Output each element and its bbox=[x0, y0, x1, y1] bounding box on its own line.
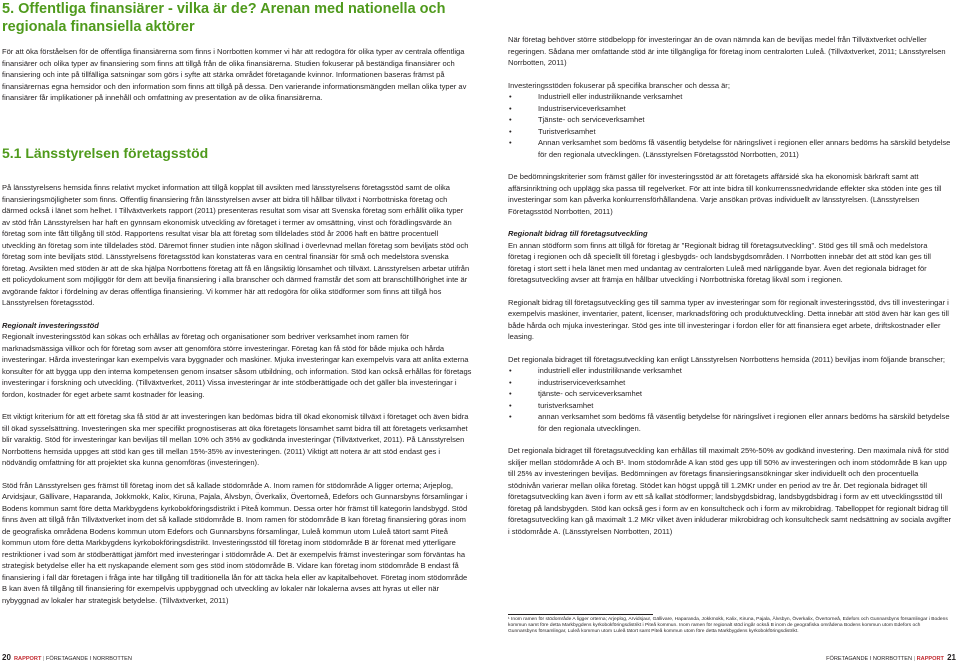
paragraph: De bedömningskriterier som främst gäller för investeringsstöd är att företagets affärsidé ska ha ekonomisk bärkraft samt att affärsinriktning och upplägg ska passa till regelverket. För att inte bidra till konkurrenssnedvridande effekter ska stöden inte ges till investeringar som kan påverka konkurrensförhållandena. Varje ansökan prövas individuellt av länsstyrelsen. (Länsstyrelsen Företagsstöd Norrbotten, 2011) bbox=[508, 172, 942, 216]
page-number: 20 bbox=[2, 653, 11, 662]
footer-brand: RAPPORT bbox=[916, 656, 944, 662]
footnote-divider bbox=[508, 614, 653, 615]
list-item: • industriell eller industriliknande verksamhet bbox=[508, 365, 952, 377]
list-item: • annan verksamhet som bedöms få väsentlig betydelse för näringslivet i regionen eller annars bedöms ha särskild betydelse för den regionala utvecklingen. bbox=[508, 411, 952, 434]
branch-list bbox=[508, 365, 952, 434]
section-heading: 5.1 Länsstyrelsen företagsstöd bbox=[2, 145, 209, 161]
list-item: • Industriserviceverksamhet bbox=[508, 103, 952, 115]
subheading-regional-investment: Regionalt investeringsstöd bbox=[2, 320, 99, 330]
list-item: • Turistverksamhet bbox=[508, 126, 952, 138]
list-item: • Annan verksamhet som bedöms få väsentlig betydelse för näringslivet i regionen eller annars bedöms ha särskild betydelse för den regionala utvecklingen. (Länsstyrelsen Företagsstöd Norrbotten, 2011) bbox=[508, 137, 952, 160]
list-item: • Tjänste- och serviceverksamhet bbox=[508, 114, 952, 126]
list-item: • Industriell eller industriliknande verksamhet bbox=[508, 91, 952, 103]
footer-separator: | bbox=[42, 656, 45, 662]
footnote: ¹ Inom ramen för stödområde A ligger orterna; Arjeplog, Arvidsjaur, Gällivare, Haparanda, Jokkmokk, Kalix, Kiruna, Pajala, Älvsbyn, Överkalix, Övertorneå, Edefors och Gunnarsbyns församlingar i Bodens kommun samt före detta Markbygdens kyrkobokföringsdistrikt i Piteå kommun. Inom ramen för regionalt stöd ingår också B inom de geografiska områdena Bodens kommun utom Edefors och Gunnarsbyns församlingar, Luleå kommun utom Luleå tätort samt Piteå kommun utom före detta Markbygdens kyrkobokföringsdistrikt. bbox=[508, 617, 948, 634]
left-body bbox=[2, 182, 472, 606]
page-number: 21 bbox=[947, 653, 956, 662]
footer-brand: RAPPORT bbox=[14, 656, 42, 662]
paragraph: Det regionala bidraget till företagsutveckling kan enligt Länsstyrelsen Norrbottens hemsida (2011) beviljas inom följande branscher; bbox=[508, 354, 945, 364]
paragraph: Ett viktigt kriterium för att ett företag ska få stöd är att investeringen kan bedömas bidra till ökad ekonomisk tillväxt i företaget och även bidra till ökad sysselsättning. Investeringen ska mer specifikt prognostiseras att öka företagets lönsamhet samt bidra till att företagets verksamhet blir varaktig. Stöd för investeringar kan beviljas till mellan 10% och 35% av godkända investeringar (Tillväxtverket, 2011). På Länsstyrelsen Norrbottens hemsida uppges att stöd kan ges till mellan 15%-35% av investeringen. (2011) Viktigt att notera är att stöd endast ges i nödvändig omfattning för att projektet ska kunna genomföras (investeringen). bbox=[2, 412, 469, 467]
subheading-regional-grant: Regionalt bidrag till företagsutveckling bbox=[508, 229, 648, 238]
right-body bbox=[508, 34, 952, 537]
footer-title: FÖRETAGANDE I NORRBOTTEN bbox=[826, 656, 913, 662]
paragraph: Regionalt investeringsstöd kan sökas och erhållas av företag och organisationer som bedriver verksamhet inom ramen för marknadsmässiga villkor och för företag som avser att genomföra större investeringar. Företag kan få stöd för både mjuka och hårda investeringar. Hårda investeringar kan exempelvis vara byggnader och maskiner. Mjuka investeringar kan exempelvis vara att anlita externa konsulter för att bygga upp den interna kompetensen genom insatser såsom utbildning, och information. Stöd kan också erhållas för företags investeringar i forskning och utveckling. (Tillväxtverket, 2011) Vissa investeringar är inte stödberättigade och det gäller bla investeringar i fordon, kostnader för eget arbete samt kostnader för leasing. bbox=[2, 332, 472, 399]
industry-list bbox=[508, 91, 952, 160]
list-item: • turistverksamhet bbox=[508, 400, 952, 412]
paragraph: När företag behöver större stödbelopp för investeringar än de ovan nämnda kan de beviljas medel från Tillväxtverket och/eller regeringen. Sådana mer omfattande stöd är inte tillgängliga för företag inom centralorten Luleå. (Tillväxtverket, 2011; Länsstyrelsen Norrbotten, 2011) bbox=[508, 35, 946, 67]
list-item: • industriserviceverksamhet bbox=[508, 377, 952, 389]
paragraph: Investeringsstöden fokuserar på specifika branscher och dessa är; bbox=[508, 80, 730, 90]
paragraph: Det regionala bidraget till företagsutveckling kan erhållas till maximalt 25%-50% av godkänd investering. Den maximala nivå för stöd skiljer mellan stödområde A och B¹. Inom stödområde A kan stöd ges upp till 50% av investeringen och inom stödområde B kan upp till 25% av investeringen beviljas. Bedömningen av företags finansieringsansökningar sker individuellt och den procentuella stödnivån varierar mellan olika företag. Stödet kan högst uppgå till 1.2MKr under en period av tre år. Det regionala bidraget till företagsutveckling kan även i form av ett så kallat stödformer; landsbygdsbidrag, landsbygdsbidrag i form av ett utvecklingsstöd till företag på landsbygden. Stöd kan också ges i form av en konsultcheck och i form av mikrobidrag. Tabelloppet för regionalt bidrag till företagsutveckling kan gå maximalt 1.2 MKr vilket även inkluderar mikrobidrag och konsultcheck samt nedsättning av sociala avgifter i stödområde A. (Länsstyrelsen Norrbotten, 2011) bbox=[508, 446, 951, 536]
list-item: • tjänste- och serviceverksamhet bbox=[508, 388, 952, 400]
right-footer bbox=[826, 654, 956, 663]
paragraph: Regionalt bidrag till företagsutveckling ges till samma typer av investeringar som för regionalt investeringsstöd, dvs till investeringar i exempelvis maskiner, inventarier, patent, licenser, marknadsföring och produktutveckling. Detta innebär att stöd även här kan ges till både hårda och mjuka investeringar. Stöd ges inte till investeringar i fordon eller för att finansiera eget arbete, driftskostnader eller leasing. bbox=[508, 297, 949, 341]
paragraph: En annan stödform som finns att tillgå för företag är "Regionalt bidrag till företagsutveckling". Stöd ges till små och medelstora företag i regionen och då speciellt till företag i glesbygds- och landsbygdsområden. I Norrbotten innebär det att stöd kan ges till företag i stort sett i hela länet men med undantag av centralorten Luleå med närliggande byar. Även det regionala bidraget för företagsutveckling avser att främja en hållbar utveckling i Norrbottniska företag likväl som i regionen. bbox=[508, 240, 931, 284]
paragraph: På länsstyrelsens hemsida finns relativt mycket information att tillgå kopplat till avsikten med länsstyrelsens företagsstöd samt de olika finansieringsmöjligheter som finns. Offentlig finansiering från länsstyrelsen avser att bidra till hållbar tillväxt i Norrbottniska företag och därmed också i länet som helhet. I Tillväxtverkets rapport (2011) presenteras resultat som visar att Svenska företag som erhållit olika typer av stöd från Länsstyrelsen har haft en gynnsam ekonomisk utveckling av företaget i termer av omsättning, vinst och förädlingsvärde än företag som inte fått tillgång till stöd. Rapportens resultat visar bla att företag som tilldelades stöd år 2006 haft en bättre procentuell utveckling än företag som inte tilldelades stöd. Däremot finner studien inte någon skillnad i överlevnad mellan företag som beviljats stöd och företag som inte beviljats stöd. Länsstyrelsens företagsstöd kan konstateras vara en central finansiär för små och medelstora svenska företag. Avsikten med stöden är att de ska hjälpa Norrbottens företag att få en långsiktig lönsamhet och tillväxt. Länsstyrelsen arbetar utifrån ett policydokument som möjliggör för dem att bevilja finansiering i alla branscher och därmed framstår det som att branschtillhörighet inte är avgörande faktor i fördelning av deras offentliga finansiering. Vi kommer här att redogöra för olika stödformer som finns att tillgå hos Länsstyrelsen företagsstöd. bbox=[2, 183, 470, 307]
paragraph: Stöd från Länsstyrelsen ges främst till företag inom det så kallade stödområde A. Inom ramen för stödområde A ligger orterna; Arjeplog, Arvidsjaur, Gällivare, Haparanda, Jokkmokk, Kalix, Kiruna, Pajala, Älvsbyn, Överkalix, Övertorneå, Edefors och Gunnarsbyns församlingar i Bodens kommun samt före detta Markbygdens kyrkobokföringsdistrikt i Piteå kommun. Dessa orter hör främst till kategorin landsbygd. Stöd finns även att tillgå från Tillväxtverket inom det så kallade stödområde B. Inom ramen för stödområde B kan företag finansiering göras inom de geografiska områdena Bodens kommun utom Edefors och Gunnarsbyns församlingar, Luleå kommun utom Luleå tätort samt Piteå kommun utom före detta Markbygdens kyrkobokföringsdistrikt. Investeringsstöd till företag inom stödområde B är förenat med ytterligare restriktioner i vad som är stödberättigat jämfört med investeringar i stödområde A. Det är exempelvis främst investeringar som förväntas ha strategisk betydelse eller ha ett nyskapande element som ges stöd inom stödområde B. Vidare kan företag inom stödområde B endast få finansiering i fall där företagen i fråga inte har tillgång till traditionella lån för att täcka hela eller av kapitalbehovet. Företag inom stödområde B kan även få tillgång till finansiering för exempelvis uppbyggnad och utveckling av lokaler när lokalerna avses att hyras ut eller när nybyggnad av lokaler har strategisk betydelse. (Tillväxtverket, 2011) bbox=[2, 480, 468, 605]
left-footer bbox=[2, 654, 132, 663]
intro-paragraph bbox=[2, 46, 472, 104]
intro-text: För att öka förståelsen för de offentliga finansiärerna som finns i Norrbotten kommer vi här att redogöra för olika typer av centrala offentliga finansiärer och olika typer av finansiering som finns att tillgå från de olika finansiärerna. Studien fokuserar på beständiga finansiärer och finansiering och inte på tillfälliga satsningar som görs i syfte att stärka området företagande kvinnor. Informationen baseras främst på finansiärernas egna hemsidor och den information som finns att tillgå på dessa. Den varierande informationsmängden mellan olika typer av finansiärer får implikationer på innehåll och omfattning av presentation av de olika finansiärerna. bbox=[2, 47, 467, 102]
footer-separator: | bbox=[913, 656, 916, 662]
chapter-heading: 5. Offentliga finansiärer - vilka är de? Arenan med nationella och regionala finansiella aktörer bbox=[2, 1, 446, 35]
footer-title: FÖRETAGANDE I NORRBOTTEN bbox=[45, 656, 132, 662]
right-page bbox=[480, 0, 960, 664]
